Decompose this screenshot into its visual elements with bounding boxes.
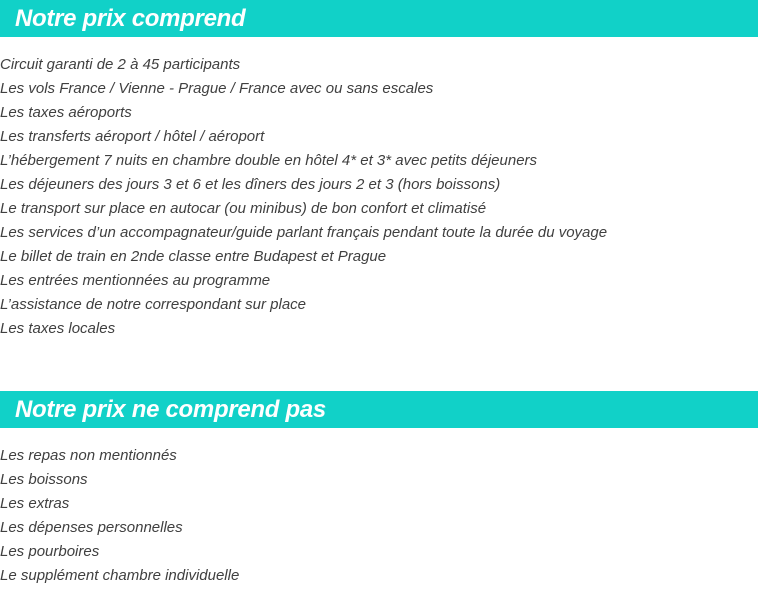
- list-item: Les taxes locales: [0, 320, 116, 337]
- list-item: L’hébergement 7 nuits en chambre double en hôtel 4* et 3* avec petits déjeuners: [0, 152, 538, 169]
- list-item: Les pourboires: [0, 543, 100, 560]
- list-item: Les entrées mentionnées au programme: [0, 272, 271, 289]
- list-item: Les boissons: [0, 471, 88, 488]
- list-item: Les déjeuners des jours 3 et 6 et les dîners des jours 2 et 3 (hors boissons): [0, 176, 501, 193]
- list-item: Les transferts aéroport / hôtel / aéroport: [0, 128, 265, 145]
- included-section-header: [0, 0, 758, 37]
- excluded-items-list: [0, 444, 758, 588]
- list-item: Les repas non mentionnés: [0, 447, 177, 464]
- list-item: Circuit garanti de 2 à 45 participants: [0, 56, 241, 73]
- excluded-section-title: Notre prix ne comprend pas: [15, 395, 326, 423]
- list-item: L’assistance de notre correspondant sur place: [0, 296, 307, 313]
- list-item: Les taxes aéroports: [0, 104, 132, 121]
- list-item: Les extras: [0, 495, 70, 512]
- list-item: Le billet de train en 2nde classe entre Budapest et Prague: [0, 248, 387, 265]
- list-item: Les vols France / Vienne - Prague / France avec ou sans escales: [0, 80, 434, 97]
- list-item: Les services d’un accompagnateur/guide parlant français pendant toute la durée du voyage: [0, 224, 608, 241]
- excluded-section-header: [0, 391, 758, 428]
- list-item: Le supplément chambre individuelle: [0, 567, 240, 584]
- list-item: Le transport sur place en autocar (ou minibus) de bon confort et climatisé: [0, 200, 487, 217]
- list-item: Les dépenses personnelles: [0, 519, 183, 536]
- included-section-title: Notre prix comprend: [15, 4, 246, 32]
- included-items-list: [0, 53, 758, 341]
